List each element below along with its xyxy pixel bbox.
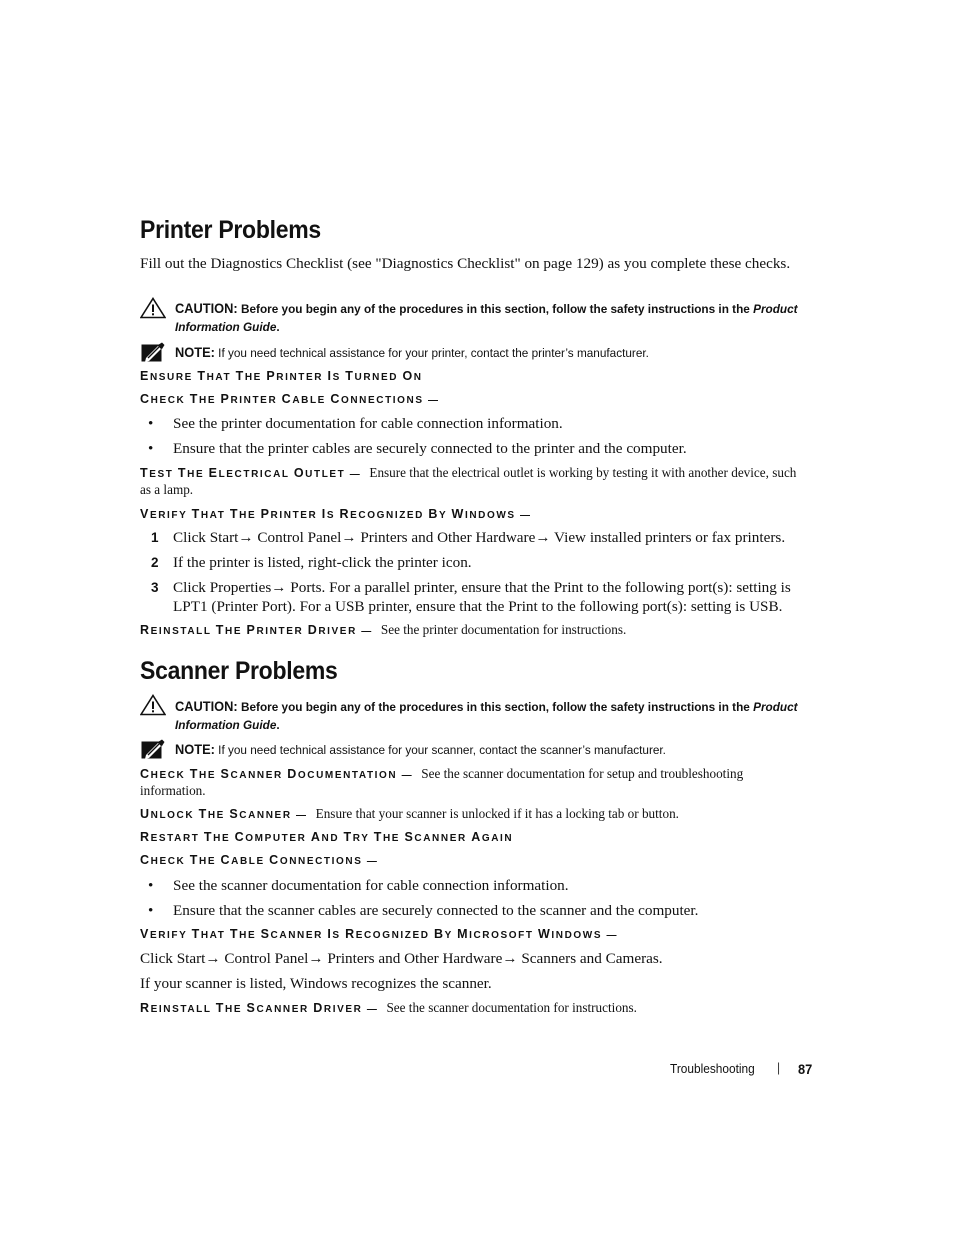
arrow-icon: → [341, 529, 357, 546]
guide-title: Product Information Guide [175, 302, 798, 334]
menu-start: Start [176, 950, 206, 967]
reinstall-scanner-text: See the scanner documentation for instructions. [386, 1000, 637, 1015]
bullet-icon: • [148, 902, 154, 919]
caution-text: Before you begin any of the procedures in this section, follow the safety instructions in the [240, 700, 750, 714]
scanner-problems-title: Scanner Problems [140, 657, 338, 685]
menu-printers-hardware: Printers and Other Hardware [327, 950, 503, 967]
scanner-doc-text-cont: information. [140, 783, 206, 798]
note-label: NOTE: [175, 345, 215, 360]
step-text: setting is [690, 598, 746, 615]
setting-print-to-port: Print to the following port(s): [553, 579, 733, 596]
step-text: If the printer is listed, right-click the printer icon. [173, 554, 472, 571]
footer-separator: | [777, 1061, 781, 1075]
unlock-scanner-row [140, 805, 679, 823]
step-3-cont: LPT1 (Printer Port). For a USB printer, ensure that the Print to the following port(s): setting is USB. [173, 598, 783, 615]
caution-end: . [276, 320, 280, 334]
arrow-icon: → [238, 529, 254, 546]
check-cable-heading: CHECK THE CABLE CONNECTIONS — [140, 853, 379, 867]
setting-print-to-port: Print to the following port(s): [508, 598, 688, 615]
scanner-doc-row [140, 765, 743, 783]
step-number: 1 [151, 530, 159, 545]
scanner-doc-text: See the scanner documentation for setup and troubleshooting [421, 766, 744, 781]
setting-usb: USB [749, 598, 779, 615]
printer-caution [175, 300, 802, 336]
step-text: . For a USB printer, ensure that the [291, 598, 505, 615]
printer-intro: Fill out the Diagnostics Checklist (see "Diagnostics Checklist" on page 129) as you complete these checks. [140, 255, 791, 272]
note-pencil-icon [141, 342, 165, 363]
note-pencil-icon [141, 739, 165, 760]
caution-end: . [276, 718, 280, 732]
menu-view-printers: View installed printers or fax printers [554, 529, 782, 546]
caution-triangle-icon [140, 297, 166, 319]
arrow-icon: → [535, 529, 551, 546]
reinstall-printer-text: See the printer documentation for instructions. [380, 622, 627, 637]
test-outlet-text: Ensure that the electrical outlet is working by testing it with another device, such [369, 465, 797, 480]
scanner-doc-heading: CHECK THE SCANNER DOCUMENTATION — [140, 767, 414, 781]
step-text: Click [173, 529, 206, 546]
reinstall-printer-heading: REINSTALL THE PRINTER DRIVER — [140, 623, 373, 637]
menu-ports: Ports [290, 579, 322, 596]
restart-computer-heading: RESTART THE COMPUTER AND TRY THE SCANNER AGAIN [140, 830, 514, 844]
setting-printer-port: Printer Port [216, 598, 287, 615]
scanner-listed-text: If your scanner is listed, Windows recognizes the scanner. [140, 975, 492, 992]
unlock-scanner-text: Ensure that your scanner is unlocked if it has a locking tab or button. [315, 806, 679, 821]
step-text: Click [173, 579, 206, 596]
test-outlet-heading: TEST THE ELECTRICAL OUTLET — [140, 466, 362, 480]
step-number: 3 [151, 580, 159, 595]
printer-note [175, 344, 802, 362]
step-end: . [781, 529, 786, 546]
step-text: Click [140, 950, 173, 967]
printer-problems-title: Printer Problems [140, 216, 321, 244]
reinstall-printer-row [140, 621, 626, 639]
menu-control-panel: Control Panel [257, 529, 342, 546]
caution-label: CAUTION: [175, 699, 238, 714]
caution-triangle-icon [140, 694, 166, 716]
note-text: If you need technical assistance for your printer, contact the printer’s manufacturer. [218, 346, 649, 360]
setting-lpt1: LPT1 [173, 598, 208, 615]
bullet-icon: • [148, 440, 154, 457]
step-text: . For a parallel printer, ensure that the [321, 579, 550, 596]
list-item-text: Ensure that the printer cables are securely connected to the printer and the computer. [173, 440, 687, 457]
page-number: 87 [798, 1062, 813, 1077]
test-outlet-row [140, 464, 820, 482]
verify-scanner-heading: VERIFY THAT THE SCANNER IS RECOGNIZED BY MICROSOFT WINDOWS — [140, 927, 619, 941]
verify-printer-heading: VERIFY THAT THE PRINTER IS RECOGNIZED BY WINDOWS — [140, 507, 532, 521]
reinstall-scanner-heading: REINSTALL THE SCANNER DRIVER — [140, 1001, 379, 1015]
menu-control-panel: Control Panel [224, 950, 309, 967]
footer-section: Troubleshooting [670, 1062, 755, 1076]
list-item-text: See the scanner documentation for cable connection information. [173, 877, 569, 894]
note-text: If you need technical assistance for your scanner, contact the scanner’s manufacturer. [218, 743, 666, 757]
caution-label: CAUTION: [175, 301, 238, 316]
menu-start: Start [209, 529, 239, 546]
check-printer-cable-heading: CHECK THE PRINTER CABLE CONNECTIONS — [140, 392, 440, 406]
arrow-icon: → [502, 950, 518, 967]
step-text: setting is [736, 579, 791, 596]
test-outlet-text-cont: as a lamp. [140, 482, 194, 497]
list-item-text: See the printer documentation for cable connection information. [173, 415, 563, 432]
scanner-caution [175, 698, 802, 734]
menu-scanners-cameras: Scanners and Cameras [521, 950, 659, 967]
scanner-click-path [140, 949, 663, 968]
arrow-icon: → [271, 579, 287, 596]
list-item-text: Ensure that the scanner cables are securely connected to the scanner and the computer. [173, 902, 699, 919]
menu-properties: Properties [209, 579, 272, 596]
arrow-icon: → [308, 950, 324, 967]
unlock-scanner-heading: UNLOCK THE SCANNER — [140, 807, 308, 821]
bullet-icon: • [148, 877, 154, 894]
note-label: NOTE: [175, 742, 215, 757]
guide-title: Product Information Guide [175, 700, 798, 732]
step-end: . [778, 598, 783, 615]
step-end: . [658, 950, 663, 967]
menu-printers-hardware: Printers and Other Hardware [360, 529, 536, 546]
scanner-note [175, 741, 802, 759]
bullet-icon: • [148, 415, 154, 432]
step-number: 2 [151, 555, 159, 570]
arrow-icon: → [205, 950, 221, 967]
caution-text: Before you begin any of the procedures in this section, follow the safety instructions in the [240, 302, 750, 316]
reinstall-scanner-row [140, 999, 637, 1017]
ensure-printer-on-heading: ENSURE THAT THE PRINTER IS TURNED ON [140, 369, 423, 383]
